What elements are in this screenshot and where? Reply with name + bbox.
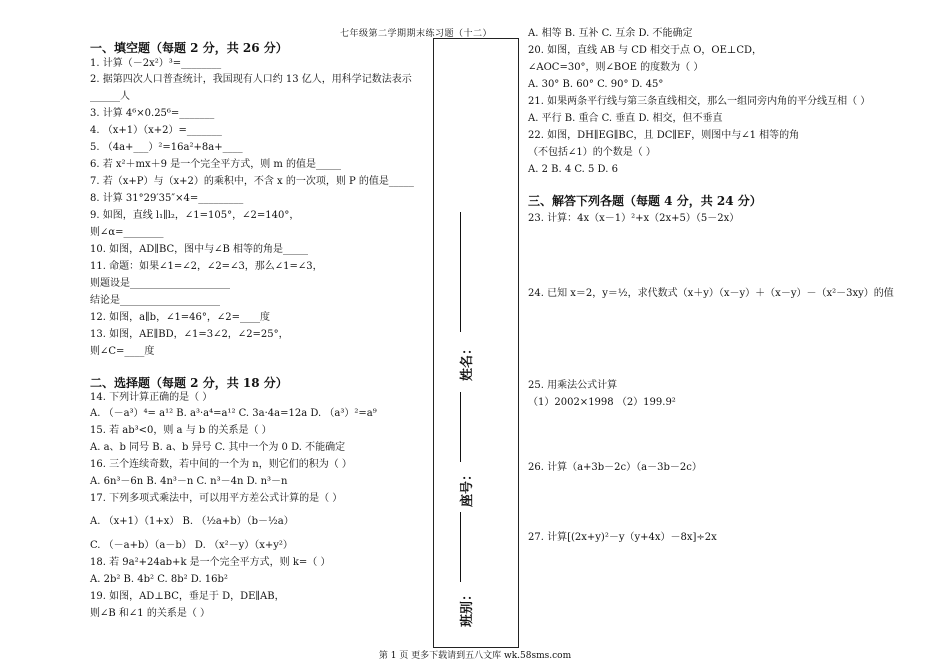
question-line: ______人 [90,91,130,102]
question-line: 4. （x+1）（x+2）=_______ [90,125,222,136]
section-heading: 三、解答下列各题（每题 4 分，共 24 分） [528,194,762,208]
question-line: ∠AOC=30°，则∠BOE 的度数为（ ） [528,62,704,73]
question-line: A. （x+1）（1+x） B. （½a+b）（b－½a） [90,516,294,527]
question-line: 13. 如图，AE∥BD，∠1=3∠2，∠2=25°， [90,329,289,340]
binding-line-top [460,212,461,332]
question-line: 22. 如图，DH∥EG∥BC，且 DC∥EF，则图中与∠1 相等的角 [528,130,800,141]
question-line: 17. 下列多项式乘法中，可以用平方差公式计算的是（ ） [90,493,343,504]
class-label: 班别： [460,587,476,628]
question-line: 14. 下列计算正确的是（ ） [90,392,213,403]
binding-strip [433,38,519,648]
question-line: A. 2b² B. 4b² C. 8b² D. 16b² [90,574,228,585]
section-heading: 二、选择题（每题 2 分，共 18 分） [90,376,288,390]
question-line: 则题设是____________________ [90,278,230,289]
right-column [528,0,948,640]
question-line: 10. 如图，AD∥BC，图中与∠B 相等的角是_____ [90,244,309,255]
question-line: 结论是____________________ [90,295,220,306]
question-line: A. 6n³－6n B. 4n³－n C. n³－4n D. n³－n [90,476,288,487]
question-line: 5. （4a+___）²=16a²+8a+____ [90,142,243,153]
question-line: 则∠C=____度 [90,346,155,357]
question-line: A. 相等 B. 互补 C. 互余 D. 不能确定 [528,28,693,39]
question-line: 2. 据第四次人口普查统计，我国现有人口约 13 亿人，用科学记数法表示 [90,74,412,85]
section-heading: 一、填空题（每题 2 分，共 26 分） [90,41,288,55]
question-line: 6. 若 x²＋mx＋9 是一个完全平方式，则 m 的值是_____ [90,159,342,170]
question-line: 19. 如图，AD⊥BC，垂足于 D，DE∥AB， [90,591,285,602]
question-line: 21. 如果两条平行线与第三条直线相交，那么一组同旁内角的平分线互相（ ） [528,96,871,107]
question-line: A. 平行 B. 重合 C. 垂直 D. 相交，但不垂直 [528,113,723,124]
binding-line-mid [460,392,461,462]
question-line: 25. 用乘法公式计算 [528,380,618,391]
question-line: 12. 如图，a∥b，∠1=46°，∠2=____度 [90,312,271,323]
question-line: 23. 计算：4x（x－1）²+x（2x+5）（5－2x） [528,213,740,224]
question-line: 则∠α=________ [90,227,164,238]
question-line: （不包括∠1）的个数是（ ） [528,147,656,158]
question-line: 则∠B 和∠1 的关系是（ ） [90,608,211,619]
binding-line-bottom [460,512,461,582]
question-line: 18. 若 9a²+24ab+k 是一个完全平方式，则 k=（ ） [90,557,331,568]
question-line: 11. 命题：如果∠1=∠2，∠2=∠3，那么∠1=∠3， [90,261,323,272]
question-line: 16. 三个连续奇数，若中间的一个为 n，则它们的积为（ ） [90,459,352,470]
question-line: A. 30° B. 60° C. 90° D. 45° [528,79,664,90]
question-line: A. 2 B. 4 C. 5 D. 6 [528,164,618,175]
page-title: 七年级第二学期期末练习题（十二） [340,29,493,39]
question-line: 7. 若（x+P）与（x+2）的乘积中，不含 x 的一次项，则 P 的值是_____ [90,176,414,187]
question-line: A. （－a³）⁴= a¹² B. a³·a⁴=a¹² C. 3a·4a=12a D. （a³）²=a⁹ [90,408,377,419]
left-column [90,0,430,640]
question-line: 24. 已知 x＝2，y＝½，求代数式（x＋y）（x－y）＋（x－y）－（x²－3xy）的值 [528,288,894,299]
seat-label: 座号： [460,467,476,508]
question-line: 15. 若 ab³<0，则 a 与 b 的关系是（ ） [90,425,272,436]
question-line: 9. 如图，直线 l₁∥l₂，∠1=105°，∠2=140°， [90,210,300,221]
question-line: 26. 计算（a+3b－2c）（a－3b－2c） [528,462,702,473]
question-line: 20. 如图，直线 AB 与 CD 相交于点 O，OE⊥CD， [528,45,762,56]
question-line: 3. 计算 4⁶×0.25⁶=_______ [90,108,215,119]
question-line: 8. 计算 31°29′35″×4=_________ [90,193,244,204]
question-line: C. （－a+b）（a－b） D. （x²－y）（x+y²） [90,540,293,551]
footer: 第 1 页 更多下载请到五八文库 wk.58sms.com [378,651,572,661]
question-line: 1. 计算（－2x²）³=________ [90,58,222,69]
question-line: （1）2002×1998 （2）199.9² [528,397,676,408]
question-line: A. a、b 同号 B. a、b 异号 C. 其中一个为 0 D. 不能确定 [90,442,346,453]
question-line: 27. 计算[(2x+y)²－y（y+4x）－8x]÷2x [528,532,717,543]
name-label: 姓名： [460,341,476,382]
